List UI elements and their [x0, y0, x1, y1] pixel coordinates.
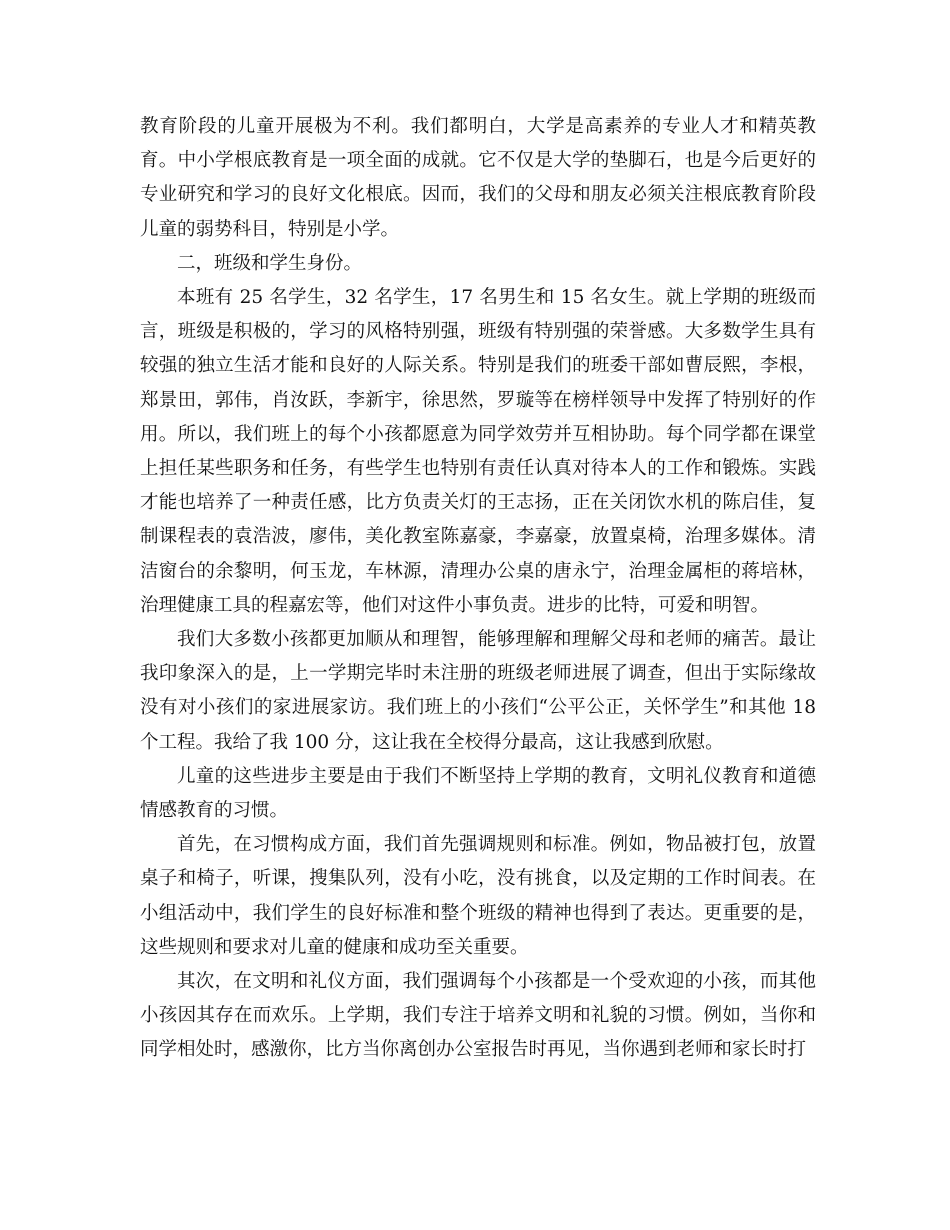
- paragraph-3: 本班有 25 名学生，32 名学生，17 名男生和 15 名女生。就上学期的班级而言，班级是积极的，学习的风格特别强，班级有特别强的荣誉感。大多数学生具有较强的独立生活才能和良好的人际关系。特别是我们的班委干部如曹辰熙，李根，郑景田，郭伟，肖汝跃，李新宇，徐思然，罗璇等在榜样领导中发挥了特别好的作用。所以，我们班上的每个小孩都愿意为同学效劳并互相协助。每个同学都在课堂上担任某些职务和任务，有些学生也特别有责任认真对待本人的工作和锻炼。实践才能也培养了一种责任感，比方负责关灯的王志扬，正在关闭饮水机的陈启佳，复制课程表的袁浩波，廖伟，美化教室陈嘉豪，李嘉豪，放置桌椅，治理多媒体。清洁窗台的余黎明，何玉龙，车林源，清理办公桌的唐永宁，治理金属柜的蒋培林，治理健康工具的程嘉宏等，他们对这件小事负责。进步的比特，可爱和明智。: [140, 287, 816, 616]
- paragraph-5: 儿童的这些进步主要是由于我们不断坚持上学期的教育，文明礼仪教育和道德情感教育的习惯。: [140, 765, 816, 822]
- paragraph-7: 其次，在文明和礼仪方面，我们强调每个小孩都是一个受欢迎的小孩，而其他小孩因其存在而欢乐。上学期，我们专注于培养文明和礼貌的习惯。例如，当你和同学相处时，感激你，比方当你离创办公室报告时再见，当你遇到老师和家长时打: [140, 971, 816, 1061]
- paragraph-1: 教育阶段的儿童开展极为不利。我们都明白，大学是高素养的专业人才和精英教育。中小学根底教育是一项全面的成就。它不仅是大学的垫脚石，也是今后更好的专业研究和学习的良好文化根底。因而，我们的父母和朋友必须关注根底教育阶段儿童的弱势科目，特别是小学。: [140, 116, 816, 240]
- paragraph-2-section-heading: 二，班级和学生身份。: [177, 252, 363, 274]
- paragraph-4: 我们大多数小孩都更加顺从和理智，能够理解和理解父母和老师的痛苦。最让我印象深入的是，上一学期完毕时未注册的班级老师进展了调查，但出于实际缘故没有对小孩们的家进展家访。我们班上的小孩们“公平公正，关怀学生”和其他 18 个工程。我给了我 100 分，这让我在全校得分最高，这让我感到欣慰。: [140, 629, 816, 753]
- paragraph-6: 首先，在习惯构成方面，我们首先强调规则和标准。例如，物品被打包，放置桌子和椅子，听课，搜集队列，没有小吃，没有挑食，以及定期的工作时间表。在小组活动中，我们学生的良好标准和整个班级的精神也得到了表达。更重要的是，这些规则和要求对儿童的健康和成功至关重要。: [140, 834, 816, 958]
- document-body: [140, 110, 816, 1068]
